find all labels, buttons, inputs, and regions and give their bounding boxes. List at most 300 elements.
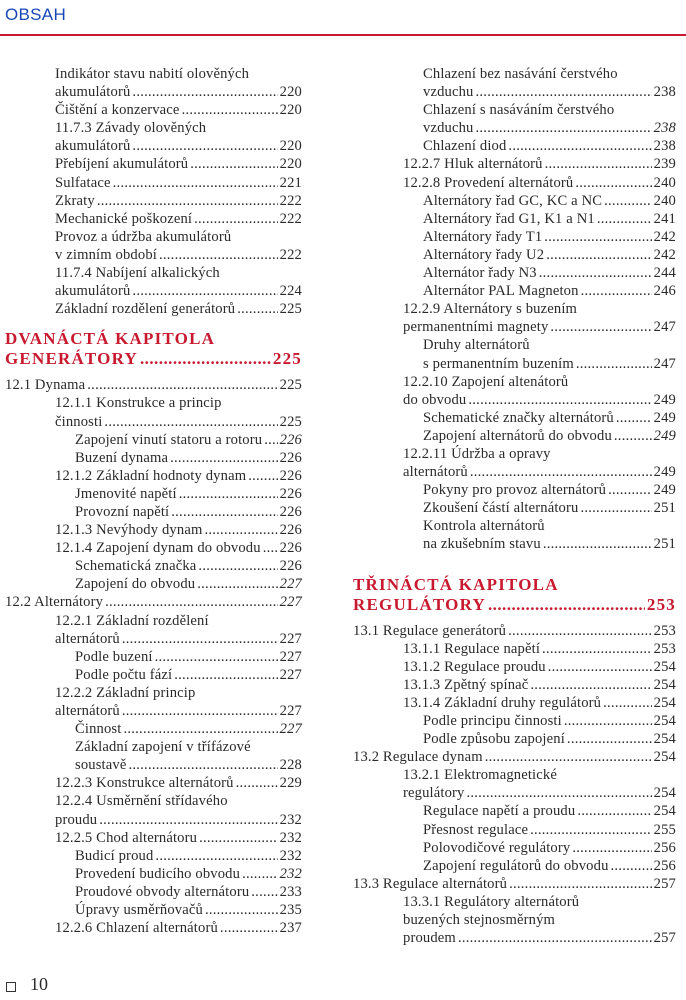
toc-entry[interactable] [353, 83, 676, 101]
toc-entry-text: Alternátor řady N3 [423, 265, 537, 282]
toc-entry[interactable] [353, 282, 676, 300]
toc-entry-leader [548, 658, 652, 676]
toc-entry-leader [509, 875, 652, 893]
toc-entry[interactable] [5, 246, 302, 264]
toc-entry-leader [123, 720, 277, 738]
toc-entry-text: 13.3 Regulace alternátorů [353, 875, 508, 892]
toc-entry-page: 222 [279, 210, 302, 227]
toc-entry-text: 13.1.4 Základní druhy regulátorů [403, 694, 602, 711]
toc-entry[interactable] [353, 463, 676, 481]
toc-entry-leader [466, 784, 651, 802]
toc-entry-page: 242 [653, 228, 676, 245]
toc-entry [5, 612, 302, 630]
toc-entry[interactable] [5, 829, 302, 847]
toc-entry-leader [543, 535, 652, 553]
toc-entry-page: 247 [653, 355, 676, 372]
toc-entry-leader [546, 246, 651, 264]
toc-entry-text: Jmenovité napětí [75, 485, 177, 502]
toc-entry[interactable] [353, 748, 676, 766]
toc-entry-page: 247 [653, 319, 676, 336]
toc-entry-text: 12.2.10 Zapojení altenátorů [403, 373, 569, 390]
toc-entry-page: 221 [279, 174, 302, 191]
toc-entry-text: Činnost [75, 721, 122, 738]
toc-entry[interactable] [353, 409, 676, 427]
toc-entry[interactable] [353, 857, 676, 875]
toc-entry[interactable] [353, 622, 676, 640]
toc-entry-leader [190, 155, 277, 173]
toc-entry[interactable] [5, 413, 302, 431]
toc-entry-page: 253 [653, 622, 676, 639]
contents-link[interactable]: OBSAH [5, 5, 67, 24]
toc-entry-leader [476, 83, 652, 101]
toc-entry-text: Základní rozdělení generátorů [55, 301, 236, 318]
toc-entry-page: 227 [279, 576, 302, 593]
toc-entry-leader [564, 712, 652, 730]
toc-entry-text: akumulátorů [55, 84, 131, 101]
toc-entry-leader [236, 774, 278, 792]
toc-entry-text: 13.1 Regulace generátorů [353, 622, 507, 639]
toc-entry [5, 228, 302, 246]
toc-entry-page: 251 [653, 536, 676, 553]
toc-entry-leader [159, 246, 278, 264]
chapter-13-title: TŘINÁCTÁ KAPITOLA [353, 574, 559, 594]
toc-entry-page: 226 [279, 467, 302, 484]
toc-entry [353, 893, 676, 911]
toc-entry-text: Čištění a konzervace [55, 102, 180, 119]
toc-entry[interactable] [5, 137, 302, 155]
toc-entry-text: 12.1.4 Zapojení dynam do obvodu [55, 540, 261, 557]
toc-entry-text: 11.7.3 Závady olověných [55, 120, 207, 137]
toc-entry-page: 249 [653, 391, 676, 408]
toc-entry-page: 225 [279, 413, 302, 430]
toc-entry[interactable] [5, 155, 302, 173]
toc-entry[interactable] [5, 774, 302, 792]
toc-entry [5, 394, 302, 412]
toc-entry-page: 239 [653, 156, 676, 173]
toc-entry-page: 254 [653, 713, 676, 729]
toc-entry-text: vzduchu [423, 84, 474, 101]
toc-entry-page: 237 [279, 920, 302, 937]
toc-entry-text: na zkušebním stavu [423, 536, 541, 553]
toc-entry-text: akumulátorů [55, 283, 131, 300]
toc-entry-text: Alternátor PAL Magneton [423, 283, 579, 300]
toc-entry[interactable] [353, 640, 676, 658]
toc-entry-page: 226 [279, 503, 302, 520]
toc-entry-text: Základní zapojení v třífázové [75, 739, 251, 756]
chapter-13-heading [353, 576, 676, 596]
toc-entry-page: 228 [279, 757, 302, 774]
toc-entry[interactable] [5, 192, 302, 210]
toc-entry-leader [577, 802, 651, 820]
toc-entry [353, 911, 676, 929]
toc-entry-leader [576, 355, 652, 373]
toc-entry-leader [575, 174, 651, 192]
toc-entry-text: alternátorů [403, 464, 468, 481]
toc-entry [5, 119, 302, 137]
toc-entry-text: Zapojení alternátorů do obvodu [423, 427, 612, 444]
toc-entry-text: Chlazení s nasáváním čerstvého [423, 102, 615, 119]
toc-entry-text: 12.2.1 Základní rozdělení [55, 612, 209, 629]
toc-entry-page: 254 [653, 749, 676, 766]
chapter-12-subtitle: GENERÁTORY [5, 349, 138, 369]
toc-entry-leader [470, 463, 652, 481]
toc-entry-text: Pokyny pro provoz alternátorů [423, 482, 607, 499]
toc-entry-page: 254 [653, 785, 676, 802]
toc-entry[interactable] [5, 865, 302, 883]
toc-entry-leader [128, 756, 277, 774]
toc-entry-page: 226 [279, 540, 302, 557]
toc-entry-text: Sulfatace [55, 174, 111, 191]
toc-entry[interactable] [5, 431, 302, 449]
toc-entry-leader [194, 210, 278, 228]
toc-entry-page: 254 [653, 694, 676, 711]
toc-entry-page: 225 [279, 377, 302, 394]
toc-entry-text: 12.2.3 Konstrukce alternátorů [55, 775, 234, 792]
toc-entry[interactable] [353, 246, 676, 264]
toc-entry-page: 257 [653, 875, 676, 892]
toc-entry-page: 241 [653, 210, 676, 227]
toc-entry-text: Alternátory řady T1 [423, 228, 543, 245]
toc-entry-page: 254 [653, 731, 676, 748]
toc-entry[interactable] [353, 839, 676, 857]
toc-entry[interactable] [353, 694, 676, 712]
toc-entry[interactable] [353, 784, 676, 802]
toc-entry[interactable] [353, 264, 676, 282]
toc-entry-leader [132, 282, 277, 300]
toc-entry-text: 12.2.8 Provedení alternátorů [403, 174, 574, 191]
toc-entry-text: buzených stejnosměrným [403, 912, 556, 929]
toc-entry[interactable] [5, 300, 302, 318]
toc-entry[interactable] [353, 499, 676, 517]
toc-entry-page: 249 [653, 464, 676, 481]
toc-entry[interactable] [353, 821, 676, 839]
toc-entry-leader [220, 919, 278, 937]
toc-entry-page: 227 [279, 721, 302, 738]
toc-entry-leader [155, 847, 277, 865]
toc-entry [5, 65, 302, 83]
toc-entry[interactable] [353, 481, 676, 499]
toc-entry[interactable] [5, 847, 302, 865]
toc-entry[interactable] [353, 391, 676, 409]
toc-entry-leader [171, 503, 277, 521]
toc-entry[interactable] [353, 210, 676, 228]
toc-entry-leader [237, 300, 277, 318]
toc-entry-page: 222 [279, 192, 302, 209]
toc-entry[interactable] [5, 901, 302, 919]
toc-entry-leader [597, 210, 652, 228]
toc-entry-text: 12.2.5 Chod alternátoru [55, 829, 198, 846]
toc-entry-leader [248, 467, 277, 485]
toc-entry-page: 226 [279, 449, 302, 466]
toc-entry-text: 13.1.2 Regulace proudu [403, 658, 546, 675]
toc-entry-text: 12.1 Dynama [5, 377, 86, 394]
toc-entry[interactable] [5, 174, 302, 192]
toc-entry-text: Zkoušení částí alternátoru [423, 500, 579, 517]
toc-entry-leader [104, 413, 277, 431]
toc-entry[interactable] [353, 712, 676, 730]
toc-entry-text: Mechanické poškození [55, 210, 193, 227]
toc-entry[interactable] [5, 702, 302, 720]
toc-entry-text: regulátory [403, 785, 465, 802]
toc-entry-page: 255 [653, 821, 676, 838]
toc-entry-page: 224 [279, 283, 302, 300]
toc-entry [5, 738, 302, 756]
toc-left-list-b [5, 376, 302, 937]
toc-entry-text: Zapojení vinutí statoru a rotoru [75, 431, 263, 448]
toc-entry-text: Schematické značky alternátorů [423, 409, 614, 426]
toc-entry[interactable] [5, 557, 302, 575]
toc-entry-leader [581, 282, 652, 300]
toc-entry-text: Zapojení do obvodu [75, 576, 196, 593]
toc-entry-page: 232 [279, 811, 302, 828]
toc-entry-text: Provedení budicího obvodu [75, 865, 241, 882]
toc-entry-page: 246 [653, 283, 676, 300]
toc-entry-leader [170, 449, 278, 467]
toc-entry-text: do obvodu [403, 391, 467, 408]
toc-entry[interactable] [353, 730, 676, 748]
toc-entry-text: Zkraty [55, 192, 95, 209]
toc-entry[interactable] [5, 720, 302, 738]
toc-entry-page: 233 [279, 883, 302, 900]
toc-entry-page: 227 [279, 648, 302, 665]
toc-entry-page: 220 [279, 138, 302, 155]
toc-entry-leader [485, 748, 652, 766]
chapter-12-leader [140, 350, 271, 370]
square-bullet-icon [6, 982, 16, 992]
toc-entry[interactable] [5, 756, 302, 774]
toc-entry-leader [508, 622, 652, 640]
toc-entry-page: 238 [653, 84, 676, 101]
toc-entry[interactable] [5, 282, 302, 300]
toc-entry-text: 12.2.7 Hluk alternátorů [403, 156, 543, 173]
toc-entry-text: Přesnost regulace [423, 821, 529, 838]
toc-entry[interactable] [5, 648, 302, 666]
toc-entry-page: 254 [653, 803, 676, 820]
toc-entry-leader [611, 857, 652, 875]
toc-entry-text: Úpravy usměrňovačů [75, 902, 203, 919]
toc-entry-leader [458, 929, 652, 947]
toc-entry-page: 226 [279, 485, 302, 502]
toc-entry-leader [97, 192, 278, 210]
toc-entry-text: 13.1.1 Regulace napětí [403, 640, 541, 657]
toc-entry-text: proudu [55, 811, 98, 828]
toc-entry-leader [530, 676, 651, 694]
toc-entry-leader [567, 730, 652, 748]
toc-entry-leader [476, 119, 652, 137]
toc-entry[interactable] [353, 318, 676, 336]
toc-entry-text: s permanentním buzením [423, 355, 574, 372]
toc-entry[interactable] [353, 174, 676, 192]
toc-entry-leader [199, 829, 278, 847]
toc-entry-page: 242 [653, 246, 676, 263]
toc-entry-page: 249 [653, 482, 676, 499]
toc-entry-text: Podle buzení [75, 648, 153, 665]
toc-entry-page: 244 [653, 265, 676, 282]
toc-left-column [5, 65, 302, 937]
toc-entry[interactable] [5, 666, 302, 684]
toc-right-list-a [353, 65, 676, 554]
toc-entry-page: 256 [653, 857, 676, 874]
toc-entry-text: 13.3.1 Regulátory alternátorů [403, 893, 580, 910]
toc-entry[interactable] [5, 575, 302, 593]
toc-entry-page: 249 [653, 427, 676, 444]
toc-entry-leader [205, 901, 278, 919]
toc-entry-page: 226 [279, 431, 302, 448]
toc-entry[interactable] [353, 137, 676, 155]
toc-entry-text: Podle počtu fází [75, 666, 173, 683]
toc-entry[interactable] [5, 593, 302, 611]
toc-entry-page: 249 [653, 409, 676, 426]
toc-entry[interactable] [353, 427, 676, 445]
toc-entry[interactable] [353, 802, 676, 820]
toc-entry-leader [122, 702, 278, 720]
toc-entry[interactable] [5, 210, 302, 228]
toc-entry-leader [550, 318, 651, 336]
toc-entry-text: 13.2.1 Elektromagnetické [403, 767, 557, 784]
toc-entry-leader [242, 865, 278, 883]
toc-entry[interactable] [5, 503, 302, 521]
toc-entry-text: Proudové obvody alternátoru [75, 883, 250, 900]
toc-entry-page: 238 [653, 138, 676, 155]
toc-entry-text: vzduchu [423, 120, 474, 137]
toc-entry-page: 229 [279, 775, 302, 792]
toc-entry-text: 13.1.3 Zpětný spínač [403, 676, 529, 693]
toc-entry-text: akumulátorů [55, 138, 131, 155]
toc-entry-text: Podle způsobu zapojení [423, 731, 565, 748]
toc-entry-leader [198, 557, 277, 575]
toc-entry-leader [539, 264, 652, 282]
toc-entry[interactable] [5, 83, 302, 101]
toc-entry[interactable] [5, 883, 302, 901]
toc-entry-leader [204, 521, 277, 539]
toc-entry-page: 240 [653, 192, 676, 209]
toc-entry[interactable] [353, 119, 676, 137]
toc-entry-leader [132, 83, 277, 101]
toc-entry[interactable] [353, 535, 676, 553]
toc-entry[interactable] [353, 929, 676, 947]
toc-entry-text: Regulace napětí a proudu [423, 803, 576, 820]
toc-entry[interactable] [5, 630, 302, 648]
toc-entry [5, 684, 302, 702]
toc-entry-page: 232 [279, 847, 302, 864]
toc-entry-leader [197, 575, 277, 593]
toc-entry-page: 240 [653, 174, 676, 191]
toc-entry-page: 222 [279, 246, 302, 263]
toc-entry-leader [122, 630, 278, 648]
toc-entry [353, 65, 676, 83]
toc-right-column [353, 65, 676, 947]
toc-entry-page: 220 [279, 102, 302, 119]
toc-entry-page: 232 [279, 829, 302, 846]
toc-entry-text: Alternátory řad G1, K1 a N1 [423, 210, 595, 227]
toc-entry-leader [155, 648, 278, 666]
toc-entry-leader [105, 593, 278, 611]
toc-entry-text: Buzení dynama [75, 449, 169, 466]
toc-entry-leader [530, 821, 652, 839]
chapter-12-heading [5, 330, 302, 350]
toc-entry-text: alternátorů [55, 703, 120, 719]
toc-entry[interactable] [353, 355, 676, 373]
toc-entry-text: soustavě [75, 757, 127, 774]
chapter-12-entry[interactable] [5, 350, 302, 370]
chapter-13-entry[interactable] [353, 596, 676, 616]
toc-entry-leader [614, 427, 652, 445]
toc-entry-text: Podle principu činnosti [423, 713, 562, 729]
toc-entry-page: 220 [279, 156, 302, 173]
toc-entry-text: 12.2.6 Chlazení alternátorů [55, 920, 218, 937]
toc-entry-page: 220 [279, 84, 302, 101]
toc-entry[interactable] [353, 192, 676, 210]
toc-entry[interactable] [5, 449, 302, 467]
toc-entry [353, 101, 676, 119]
chapter-12-title: DVANÁCTÁ KAPITOLA [5, 329, 216, 349]
toc-entry-leader [99, 811, 277, 829]
toc-entry[interactable] [353, 155, 676, 173]
toc-entry-page: 226 [279, 558, 302, 575]
toc-entry[interactable] [5, 376, 302, 394]
toc-entry-page: 254 [653, 658, 676, 675]
toc-entry-page: 254 [653, 676, 676, 693]
toc-entry-leader [179, 485, 278, 503]
toc-entry-leader [545, 155, 652, 173]
toc-entry-leader [542, 640, 652, 658]
toc-entry-page: 227 [279, 594, 302, 611]
toc-entry-text: Přebíjení akumulátorů [55, 156, 189, 173]
toc-entry-page: 227 [279, 703, 302, 719]
toc-entry [353, 766, 676, 784]
toc-entry[interactable] [5, 101, 302, 119]
toc-entry [353, 445, 676, 463]
toc-entry[interactable] [353, 875, 676, 893]
toc-entry-leader [87, 376, 277, 394]
toc-entry[interactable] [5, 539, 302, 557]
toc-entry[interactable] [353, 228, 676, 246]
toc-entry-text: 12.2 Alternátory [5, 594, 104, 611]
toc-entry-text: Druhy alternátorů [423, 337, 530, 354]
toc-entry[interactable] [5, 485, 302, 503]
toc-entry-leader [616, 409, 652, 427]
toc-entry-text: Alternátory řady U2 [423, 246, 545, 263]
toc-entry[interactable] [5, 811, 302, 829]
page-footer [6, 974, 48, 995]
toc-entry-text: proudem [403, 930, 456, 947]
toc-entry-text: v zimním období [55, 246, 157, 263]
toc-entry-leader [468, 391, 651, 409]
toc-entry-leader [182, 101, 278, 119]
toc-entry-leader [113, 174, 278, 192]
toc-entry-text: Polovodičové regulátory [423, 839, 571, 856]
toc-entry-page: 256 [653, 839, 676, 856]
toc-entry-text: Chlazení diod [423, 138, 507, 155]
toc-entry-text: 12.2.9 Alternátory s buzením [403, 301, 578, 318]
toc-entry-page: 235 [279, 902, 302, 919]
toc-entry-leader [608, 481, 652, 499]
toc-entry-page: 232 [279, 865, 302, 882]
toc-entry-page: 227 [279, 630, 302, 647]
toc-entry[interactable] [5, 919, 302, 937]
toc-entry-leader [603, 694, 652, 712]
chapter-13-subtitle: REGULÁTORY [353, 594, 486, 614]
toc-entry[interactable] [5, 521, 302, 539]
toc-entry[interactable] [5, 467, 302, 485]
toc-entry[interactable] [353, 658, 676, 676]
toc-entry[interactable] [353, 676, 676, 694]
toc-entry-leader [263, 539, 278, 557]
toc-entry-text: Schematická značka [75, 558, 197, 575]
toc-entry-text: 13.2 Regulace dynam [353, 749, 483, 766]
toc-entry-leader [264, 431, 277, 449]
toc-entry-text: Provoz a údržba akumulátorů [55, 228, 232, 245]
